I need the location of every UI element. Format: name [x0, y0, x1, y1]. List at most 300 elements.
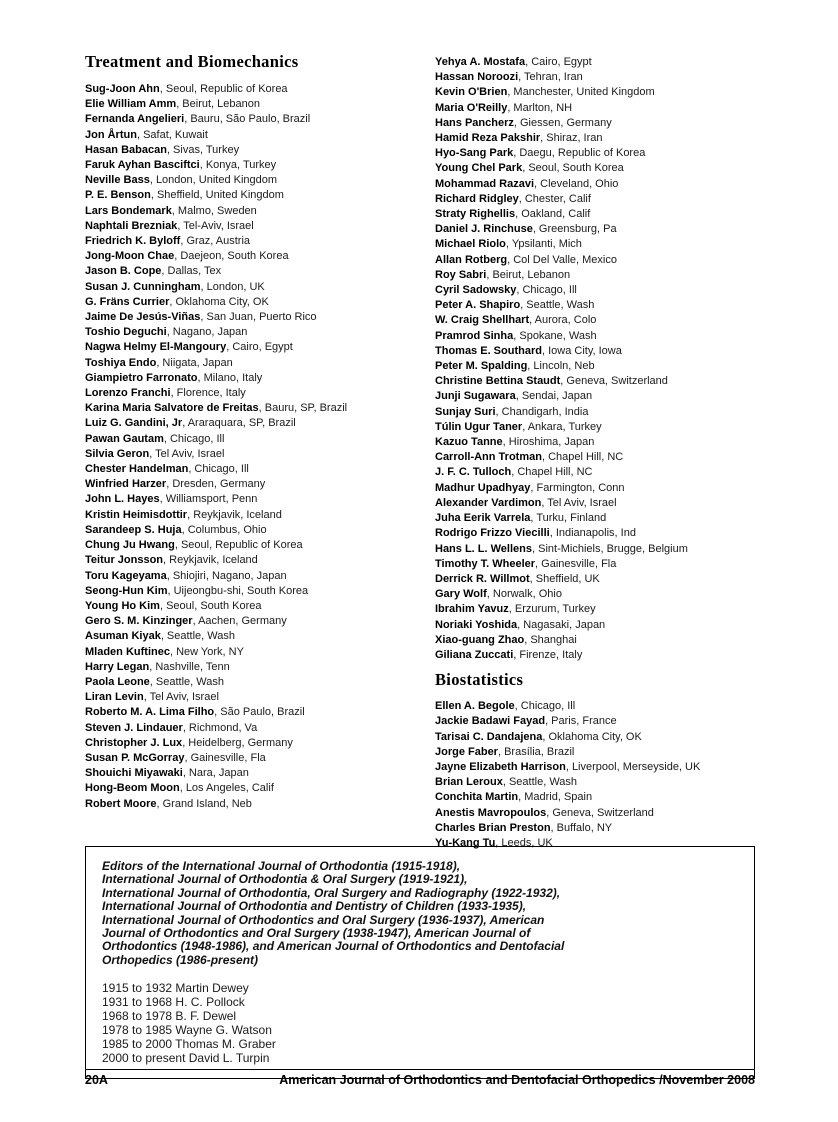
member-location: , Dresden, Germany — [166, 478, 266, 491]
member-name: Thomas E. Southard — [435, 344, 542, 357]
member-entry — [85, 219, 435, 234]
member-entry — [435, 420, 757, 435]
member-entry — [85, 128, 435, 143]
member-location: , Tel Aviv, Israel — [143, 691, 219, 704]
member-location: , Nagano, Japan — [166, 326, 248, 339]
member-entry — [85, 97, 435, 112]
editor-term: 1915 to 1932 Martin Dewey — [102, 981, 249, 996]
member-name: Susan P. McGorray — [85, 751, 185, 764]
member-name: Christine Bettina Staudt — [435, 375, 561, 388]
member-location: , Nagasaki, Japan — [517, 618, 606, 631]
member-location: , Madrid, Spain — [518, 791, 593, 804]
member-name: Seong-Hun Kim — [85, 584, 168, 597]
member-entry — [85, 340, 435, 355]
member-entry — [85, 158, 435, 173]
member-entry — [435, 511, 757, 526]
member-entry — [435, 359, 757, 374]
page-number: 20A — [85, 1073, 108, 1087]
editors-history-paragraph — [102, 860, 654, 967]
member-location: , Norwalk, Ohio — [486, 588, 562, 601]
editor-term: 1985 to 2000 Thomas M. Graber — [102, 1036, 276, 1051]
member-name: Silvia Geron — [85, 447, 150, 460]
member-entry — [85, 477, 435, 492]
member-entry — [85, 553, 435, 568]
member-location: , Seattle, Wash — [160, 630, 235, 643]
member-entry — [85, 569, 435, 584]
member-entry — [435, 405, 757, 420]
member-location: , Chicago, Ill — [188, 463, 249, 476]
member-name: Karina Maria Salvatore de Freitas — [85, 402, 259, 415]
history-line: Editors of the International Journal of Orthodontia (1915-1918), — [102, 859, 461, 873]
member-location: , Lincoln, Neb — [527, 360, 595, 373]
member-name: Hassan Noroozi — [435, 71, 519, 84]
member-name: Gary Wolf — [435, 588, 487, 601]
member-entry — [435, 648, 757, 663]
member-entry — [85, 766, 435, 781]
member-entry — [85, 356, 435, 371]
member-entry — [435, 374, 757, 389]
member-location: , Giessen, Germany — [513, 116, 612, 129]
member-entry — [435, 298, 757, 313]
member-location: , Sint-Michiels, Brugge, Belgium — [532, 542, 688, 555]
member-name: Shouichi Miyawaki — [85, 767, 183, 780]
member-location: , Williamsport, Penn — [159, 493, 258, 506]
member-entry — [85, 614, 435, 629]
history-line: International Journal of Orthodontia, Oral Surgery and Radiography (1922-1932), — [102, 885, 561, 900]
treatment-col-right — [435, 55, 757, 663]
member-location: , Spokane, Wash — [513, 329, 597, 342]
member-name: Roy Sabri — [435, 268, 487, 281]
member-entry — [85, 416, 435, 431]
member-location: , Reykjavik, Iceland — [163, 554, 258, 567]
member-location: , São Paulo, Brazil — [214, 706, 305, 719]
member-name: Jackie Badawi Fayad — [435, 715, 546, 728]
member-entry — [85, 660, 435, 675]
member-entry — [85, 310, 435, 325]
member-entry — [435, 344, 757, 359]
editor-term: 1931 to 1968 H. C. Pollock — [102, 995, 245, 1010]
member-location: , London, United Kingdom — [149, 174, 278, 187]
member-location: , Turku, Finland — [530, 512, 607, 525]
member-name: Yehya A. Mostafa — [435, 56, 526, 68]
member-entry — [435, 542, 757, 557]
member-entry — [435, 821, 757, 836]
member-name: J. F. C. Tulloch — [435, 466, 512, 479]
member-entry — [85, 462, 435, 477]
member-name: Neville Bass — [85, 174, 150, 187]
member-entry — [435, 177, 757, 192]
member-entry — [85, 173, 435, 188]
member-location: , Nara, Japan — [182, 767, 249, 780]
member-location: , Chandigarh, India — [495, 405, 589, 418]
member-entry — [435, 146, 757, 161]
member-location: , Iowa City, Iowa — [541, 344, 622, 357]
section-title-treatment: Treatment and Biomechanics — [85, 52, 299, 71]
member-name: Hans L. L. Wellens — [435, 542, 532, 555]
member-name: Sug-Joon Ahn — [85, 83, 160, 95]
section-title-biostatistics: Biostatistics — [435, 670, 524, 690]
member-name: Peter M. Spalding — [435, 360, 528, 373]
member-name: Ibrahim Yavuz — [435, 603, 509, 616]
member-name: Brian Leroux — [435, 776, 503, 789]
member-location: , Beirut, Lebanon — [176, 98, 260, 111]
member-location: , Dallas, Tex — [161, 265, 222, 278]
member-name: Madhur Upadhyay — [435, 481, 531, 494]
member-location: , Nashville, Tenn — [149, 660, 230, 673]
member-entry — [435, 790, 757, 805]
member-name: Daniel J. Rinchuse — [435, 223, 533, 236]
member-location: , Milano, Italy — [197, 371, 263, 384]
member-location: , Chapel Hill, NC — [511, 466, 593, 479]
member-entry — [85, 538, 435, 553]
member-entry — [85, 386, 435, 401]
member-location: , Seoul, Republic of Korea — [159, 83, 288, 95]
member-location: , Heidelberg, Germany — [182, 736, 293, 749]
member-location: , Beirut, Lebanon — [486, 268, 571, 281]
member-entry — [435, 775, 757, 790]
history-line: Orthodontics (1948-1986), and American Journal of Orthodontics and Dentofacial — [102, 939, 565, 954]
member-entry — [85, 280, 435, 295]
history-line: Orthopedics (1986-present) — [102, 952, 259, 967]
member-location: , Tel Aviv, Israel — [541, 496, 617, 509]
member-name: Giampietro Farronato — [85, 371, 198, 384]
member-location: , Aachen, Germany — [192, 615, 287, 628]
member-entry — [435, 85, 757, 100]
member-location: , Sendai, Japan — [515, 390, 593, 403]
member-name: Cyril Sadowsky — [435, 284, 517, 297]
editor-term: 1968 to 1978 B. F. Dewel — [102, 1009, 237, 1024]
member-name: Liran Levin — [85, 691, 144, 704]
member-name: Richard Ridgley — [435, 192, 519, 205]
member-location: , Oklahoma City, OK — [169, 295, 269, 308]
member-name: Túlin Ugur Taner — [435, 420, 523, 433]
member-location: , Araraquara, SP, Brazil — [182, 417, 296, 430]
member-location: , Tel Aviv, Israel — [149, 447, 225, 460]
member-name: Anestis Mavropoulos — [435, 806, 547, 819]
member-entry — [85, 508, 435, 523]
member-location: , New York, NY — [169, 645, 244, 658]
member-location: , Cleveland, Ohio — [534, 177, 619, 190]
member-entry — [435, 435, 757, 450]
member-location: , Cairo, Egypt — [525, 56, 592, 68]
member-name: Giliana Zuccati — [435, 648, 514, 661]
member-name: Lars Bondemark — [85, 204, 172, 217]
member-entry — [85, 447, 435, 462]
member-name: Ellen A. Begole — [435, 700, 515, 713]
member-name: Kevin O'Brien — [435, 86, 508, 99]
editor-term: 1978 to 1985 Wayne G. Watson — [102, 1022, 272, 1037]
member-entry — [435, 699, 757, 714]
member-entry — [435, 192, 757, 207]
member-name: Elie William Amm — [85, 98, 177, 111]
member-name: Straty Righellis — [435, 208, 516, 221]
member-location: , Safat, Kuwait — [136, 128, 208, 141]
member-entry — [435, 101, 757, 116]
member-name: Pramrod Sinha — [435, 329, 514, 342]
member-location: , Columbus, Ohio — [181, 523, 267, 536]
member-location: , Firenze, Italy — [513, 648, 583, 661]
member-location: , Daejeon, South Korea — [174, 250, 289, 263]
member-entry — [435, 806, 757, 821]
member-location: , Bauru, SP, Brazil — [258, 402, 348, 415]
member-entry — [435, 253, 757, 268]
member-name: Sunjay Suri — [435, 405, 496, 418]
member-name: Timothy T. Wheeler — [435, 557, 536, 570]
member-location: , Malmo, Sweden — [171, 204, 257, 217]
member-location: , Buffalo, NY — [550, 821, 613, 834]
member-entry — [85, 188, 435, 203]
member-location: , Sivas, Turkey — [166, 143, 240, 156]
member-entry — [85, 234, 435, 249]
history-line: International Journal of Orthodontia and Dentistry of Children (1933-1935), — [102, 899, 527, 914]
member-entry — [85, 143, 435, 158]
member-name: Chester Handelman — [85, 463, 189, 476]
member-name: Toshio Deguchi — [85, 326, 167, 339]
history-line: International Journal of Orthodontics and Oral Surgery (1936-1937), American — [102, 912, 545, 927]
member-entry — [435, 572, 757, 587]
member-entry — [85, 690, 435, 705]
editors-history-box — [85, 846, 755, 1079]
member-name: Peter A. Shapiro — [435, 299, 521, 312]
member-name: Jaime De Jesús-Viñas — [85, 311, 201, 324]
member-name: Luiz G. Gandini, Jr — [85, 417, 183, 430]
member-entry — [85, 249, 435, 264]
member-entry — [435, 465, 757, 480]
member-location: , Chicago, Ill — [163, 432, 225, 445]
member-location: , Reykjavik, Iceland — [187, 508, 282, 521]
member-name: Friedrich K. Byloff — [85, 235, 181, 248]
member-location: , Erzurum, Turkey — [508, 603, 596, 616]
member-name: Asuman Kiyak — [85, 630, 161, 643]
member-name: Christopher J. Lux — [85, 736, 183, 749]
member-name: Robert Moore — [85, 797, 157, 810]
member-location: , Grand Island, Neb — [156, 797, 252, 810]
member-name: G. Fräns Currier — [85, 295, 170, 308]
member-name: Pawan Gautam — [85, 432, 164, 445]
member-location: , Ypsilanti, Mich — [505, 238, 582, 251]
member-location: , Col Del Valle, Mexico — [507, 253, 617, 266]
member-location: , Seattle, Wash — [502, 776, 578, 789]
member-entry — [435, 557, 757, 572]
member-location: , Chicago, Ill — [514, 700, 576, 713]
member-name: Toshiya Endo — [85, 356, 157, 369]
member-name: Noriaki Yoshida — [435, 618, 518, 631]
member-name: Sarandeep S. Huja — [85, 523, 182, 536]
member-entry — [435, 161, 757, 176]
member-name: Conchita Martin — [435, 791, 519, 804]
member-name: Hong-Beom Moon — [85, 782, 180, 795]
member-location: , Seattle, Wash — [520, 299, 595, 312]
member-name: Juha Eerik Varrela — [435, 512, 531, 525]
member-location: , Indianapolis, Ind — [549, 527, 636, 540]
member-entry — [435, 481, 757, 496]
member-location: , Graz, Austria — [180, 235, 251, 248]
member-location: , Shiojiri, Nagano, Japan — [166, 569, 287, 582]
member-location: , Daegu, Republic of Korea — [513, 147, 646, 160]
column-left — [85, 52, 435, 851]
member-name: Gero S. M. Kinzinger — [85, 615, 193, 628]
member-entry — [85, 492, 435, 507]
member-location: , Paris, France — [545, 715, 617, 728]
member-location: , Liverpool, Merseyside, UK — [565, 760, 701, 773]
member-entry — [85, 645, 435, 660]
member-entry — [85, 599, 435, 614]
member-location: , Manchester, United Kingdom — [507, 86, 655, 99]
member-location: , Uijeongbu-shi, South Korea — [167, 584, 309, 597]
member-name: Hyo-Sang Park — [435, 147, 514, 160]
member-entry — [85, 112, 435, 127]
member-entry — [85, 325, 435, 340]
member-name: Junji Sugawara — [435, 390, 516, 403]
member-entry — [435, 496, 757, 511]
member-entry — [85, 371, 435, 386]
member-name: Naphtali Brezniak — [85, 219, 178, 232]
member-name: Jon Årtun — [85, 128, 137, 141]
member-entry — [85, 736, 435, 751]
member-location: , Seattle, Wash — [149, 675, 224, 688]
member-name: Jayne Elizabeth Harrison — [435, 760, 566, 773]
member-location: , Seoul, South Korea — [159, 599, 262, 612]
member-name: Steven J. Lindauer — [85, 721, 183, 734]
member-entry — [435, 70, 757, 85]
member-entry — [435, 55, 757, 70]
member-name: Alexander Vardimon — [435, 496, 542, 509]
member-entry — [435, 207, 757, 222]
member-location: , Aurora, Colo — [529, 314, 597, 327]
member-name: Young Ho Kim — [85, 599, 160, 612]
member-entry — [435, 450, 757, 465]
member-name: Toru Kageyama — [85, 569, 167, 582]
member-name: Maria O'Reilly — [435, 101, 508, 114]
member-name: Jason B. Cope — [85, 265, 162, 278]
member-name: Hamid Reza Pakshir — [435, 132, 541, 145]
treatment-col-left — [85, 82, 435, 812]
member-location: , Farmington, Conn — [530, 481, 625, 494]
member-name: Young Chel Park — [435, 162, 523, 175]
member-location: , Florence, Italy — [170, 387, 246, 400]
member-location: , Tel-Aviv, Israel — [177, 219, 254, 232]
member-name: Kristin Heimisdottir — [85, 508, 188, 521]
member-name: Susan J. Cunningham — [85, 280, 201, 293]
member-entry — [435, 283, 757, 298]
history-line: Journal of Orthodontics and Oral Surgery (1938-1947), American Journal of — [102, 926, 531, 941]
member-location: , Gainesville, Fla — [535, 557, 617, 570]
member-name: P. E. Benson — [85, 189, 151, 202]
member-name: Rodrigo Frizzo Viecilli — [435, 527, 550, 540]
member-name: Harry Legan — [85, 660, 150, 673]
member-name: Carroll-Ann Trotman — [435, 451, 542, 464]
member-name: Teitur Jonsson — [85, 554, 164, 567]
member-name: Derrick R. Willmot — [435, 572, 530, 585]
footer-rule — [85, 1069, 755, 1070]
member-location: , London, UK — [200, 280, 265, 293]
page-footer — [85, 1073, 755, 1087]
member-entry — [435, 222, 757, 237]
editor-term: 2000 to present David L. Turpin — [102, 1050, 270, 1065]
member-name: Jorge Faber — [435, 745, 498, 758]
member-location: , Seoul, South Korea — [522, 162, 624, 175]
member-entry — [85, 705, 435, 720]
member-location: , Konya, Turkey — [199, 159, 277, 172]
member-entry — [85, 797, 435, 812]
member-name: Mladen Kuftinec — [85, 645, 170, 658]
history-line: International Journal of Orthodontia & Oral Surgery (1919-1921), — [102, 872, 468, 887]
member-entry — [435, 587, 757, 602]
member-location: , Ankara, Turkey — [522, 420, 602, 433]
member-name: Hans Pancherz — [435, 116, 514, 129]
column-right — [435, 52, 757, 851]
member-name: Fernanda Angelieri — [85, 113, 185, 126]
member-entry — [435, 602, 757, 617]
member-entry — [435, 237, 757, 252]
member-entry — [85, 401, 435, 416]
member-entry — [435, 730, 757, 745]
member-entry — [85, 721, 435, 736]
member-entry — [435, 389, 757, 404]
member-name: Paola Leone — [85, 675, 150, 688]
member-name: Chung Ju Hwang — [85, 539, 175, 552]
member-location: , Cairo, Egypt — [226, 341, 293, 354]
member-location: , Greensburg, Pa — [532, 223, 617, 236]
member-location: , Chapel Hill, NC — [541, 451, 624, 464]
member-location: , Shiraz, Iran — [540, 132, 603, 145]
journal-footer-line: American Journal of Orthodontics and Dentofacial Orthopedics /November 2008 — [279, 1073, 755, 1087]
member-location: , Seoul, Republic of Korea — [174, 539, 303, 552]
member-location: , Hiroshima, Japan — [502, 436, 595, 449]
member-name: Roberto M. A. Lima Filho — [85, 706, 215, 719]
member-entry — [85, 781, 435, 796]
member-entry — [435, 329, 757, 344]
member-name: Michael Riolo — [435, 238, 506, 251]
member-entry — [435, 760, 757, 775]
member-location: , Brasília, Brazil — [497, 745, 575, 758]
member-entry — [85, 264, 435, 279]
member-name: Charles Brian Preston — [435, 821, 551, 834]
member-location: , Los Angeles, Calif — [179, 782, 274, 795]
editor-terms — [102, 982, 738, 1065]
member-entry — [85, 584, 435, 599]
member-entry — [435, 313, 757, 328]
member-entry — [435, 745, 757, 760]
member-location: , Oklahoma City, OK — [542, 730, 642, 743]
member-name: Xiao-guang Zhao — [435, 633, 525, 646]
member-location: , Geneva, Switzerland — [560, 375, 668, 388]
member-entry — [85, 629, 435, 644]
member-entry — [85, 751, 435, 766]
member-location: , Niigata, Japan — [156, 356, 233, 369]
member-entry — [435, 618, 757, 633]
member-location: , Chester, Calif — [518, 192, 591, 205]
editorial-board — [85, 52, 757, 851]
member-entry — [85, 675, 435, 690]
member-entry — [435, 131, 757, 146]
member-entry — [435, 526, 757, 541]
member-entry — [435, 633, 757, 648]
member-name: Faruk Ayhan Basciftci — [85, 159, 200, 172]
member-name: John L. Hayes — [85, 493, 160, 506]
member-location: , Marlton, NH — [507, 101, 573, 114]
member-location: , Sheffield, United Kingdom — [150, 189, 284, 202]
member-entry — [85, 204, 435, 219]
member-location: , Shanghai — [524, 633, 577, 646]
member-location: , Sheffield, UK — [529, 572, 600, 585]
member-location: , Oakland, Calif — [515, 208, 591, 221]
member-name: Hasan Babacan — [85, 143, 167, 156]
member-location: , Tehran, Iran — [518, 71, 583, 84]
member-name: Kazuo Tanne — [435, 436, 503, 449]
member-entry — [85, 432, 435, 447]
member-name: W. Craig Shellhart — [435, 314, 530, 327]
